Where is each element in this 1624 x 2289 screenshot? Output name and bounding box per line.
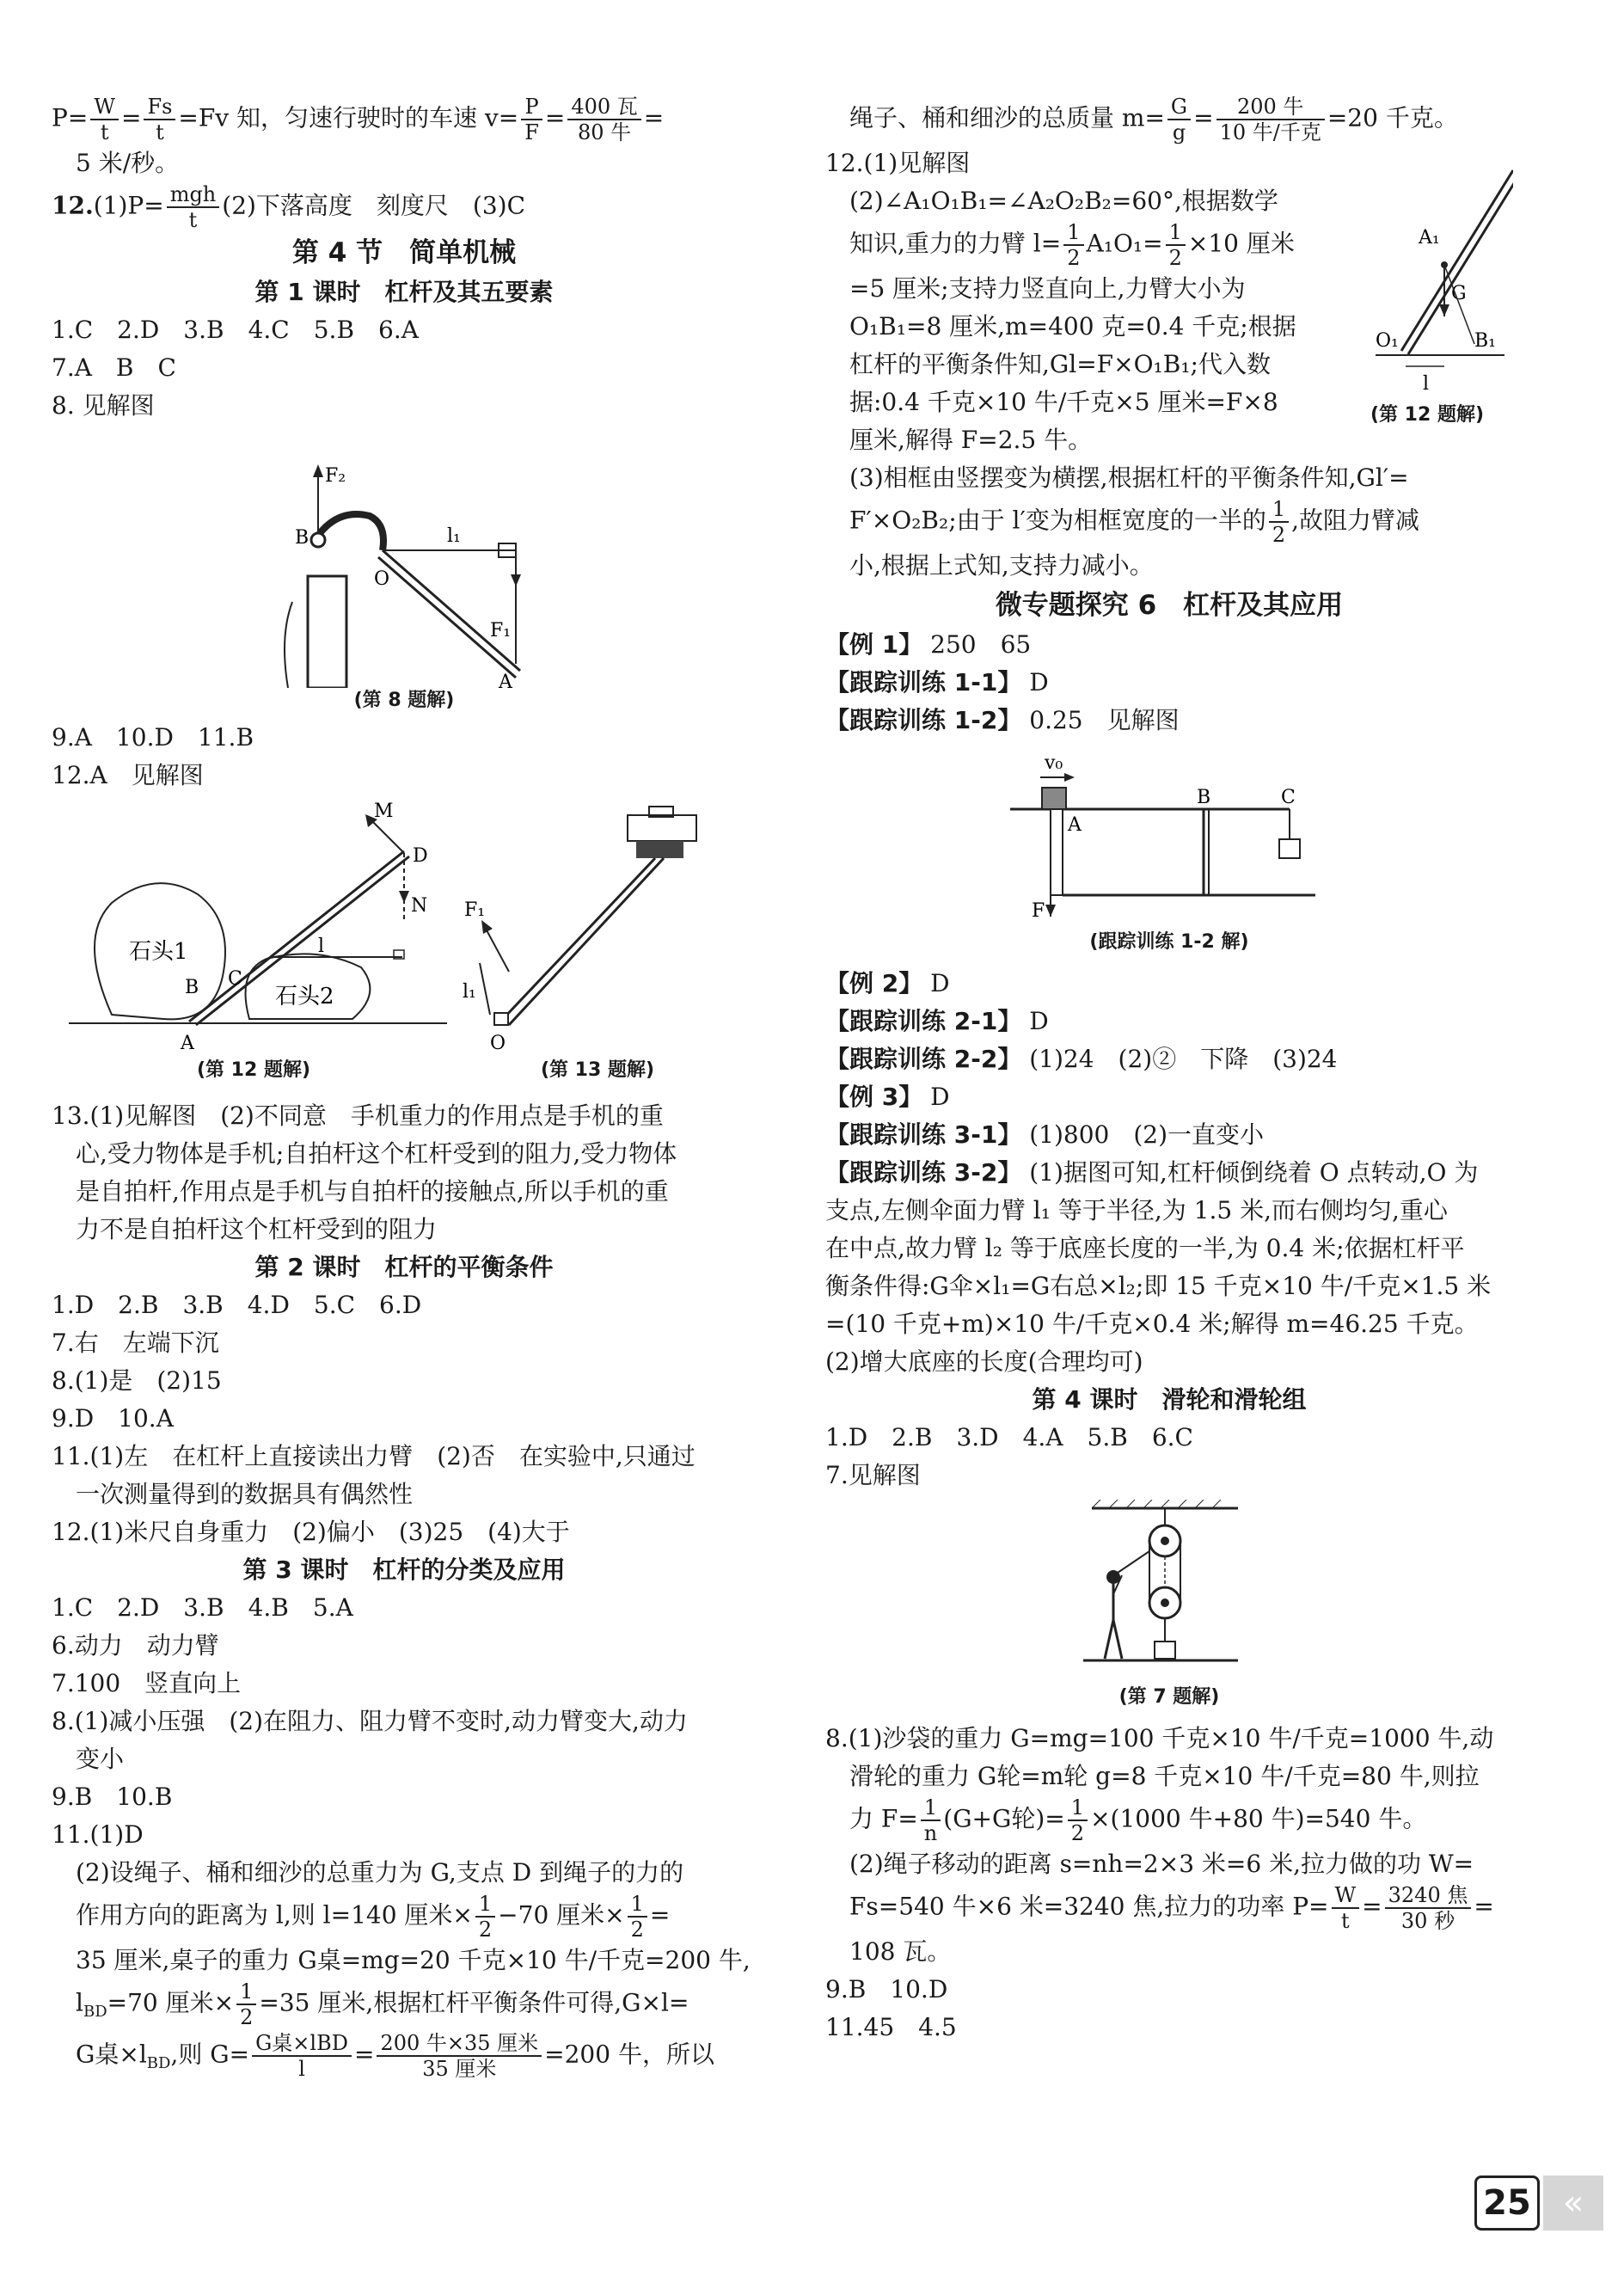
figure-q7 — [825, 1500, 1513, 1715]
training-1-1: 【跟踪训练 1-1】 D — [825, 668, 1049, 697]
training-3-2c: 在中点,故力臂 l₂ 等于底座长度的一半,为 0.4 米;依据杠杆平 — [825, 1234, 1465, 1262]
l2-answers-1-6: 1.D 2.B 3.B 4.D 5.C 6.D — [52, 1291, 422, 1319]
figure-t12-caption: (跟踪训练 1-2 解) — [1089, 931, 1249, 953]
q13-label-l1: l₁ — [463, 981, 476, 1003]
l2-answer-8: 8.(1)是 (2)15 — [52, 1366, 222, 1395]
l3-answer-11a: 11.(1)D — [52, 1820, 144, 1849]
r-answer-12f: 杠杆的平衡条件知,Gl=F×O₁B₁;代入数 — [849, 350, 1271, 378]
q13-label-f1: F₁ — [464, 899, 486, 921]
answer-8: 8. 见解图 — [52, 391, 155, 420]
l4-answer-8e: Fs=540 牛×6 米=3240 焦,拉力的功率 P= $\frac{W}{t}$ = 3240 焦 30 秒 = — [849, 1883, 1494, 1933]
t12-label-v0: v₀ — [1045, 752, 1063, 774]
l3-answer-6: 6.动力 动力臂 — [52, 1631, 219, 1660]
figure-q13-drawing — [456, 800, 739, 1058]
q12-label-n: N — [411, 895, 428, 917]
l4-answers-9-10: 9.B 10.D — [825, 1975, 948, 2004]
l2-answer-12: 12.(1)米尺自身重力 (2)偏小 (3)25 (4)大于 — [52, 1518, 570, 1546]
r-answer-12d: =5 厘米;支持力竖直向上,力臂大小为 — [849, 274, 1246, 303]
l2-answer-11-line1: 11.(1)左 在杠杆上直接读出力臂 (2)否 在实验中,只通过 — [52, 1442, 696, 1470]
power-line-1: P= $\frac{W}{t}$ = $\frac{Fs}{t}$ =Fv 知，匀速行驶时的车速 v= $\frac{P}{F}$ = 400 瓦 80 牛 = — [52, 95, 665, 144]
figure-q12 — [52, 800, 456, 1083]
q8-label-l1: l₁ — [447, 525, 461, 547]
r-answer-12h: 厘米,解得 F=2.5 牛。 — [849, 426, 1093, 454]
q12-label-b: B — [185, 977, 199, 998]
r-answer-12k: 小,根据上式知,支持力减小。 — [849, 551, 1154, 580]
power-line-2: 5 米/秒。 — [76, 149, 180, 177]
figure-r12-caption: (第 12 题解) — [1370, 404, 1485, 426]
q12-label-rock1: 石头1 — [129, 939, 188, 965]
q13-label-o: O — [490, 1033, 506, 1054]
mass-line: 绳子、桶和细沙的总质量 m= $\frac{G}{g}$ = 200 牛 10 牛/千克 =20 千克。 — [849, 95, 1458, 144]
r-answer-12b: (2)∠A₁O₁B₁=∠A₂O₂B₂=60°,根据数学 — [849, 187, 1278, 215]
figure-q8-caption: (第 8 题解) — [353, 690, 455, 711]
lesson-4-title: 第 4 课时 滑轮和滑轮组 — [1032, 1385, 1307, 1414]
q12-label-d: D — [413, 845, 428, 867]
l4-answer-11: 11.45 4.5 — [825, 2013, 957, 2041]
topic-title: 微专题探究 6 杠杆及其应用 — [995, 590, 1344, 621]
figure-q7-drawing — [825, 1500, 1513, 1685]
figure-r12 — [1341, 144, 1513, 428]
l3-answer-11f: G桌$\times l_{BD}$,则 G= G桌×lBD l = 200 牛×35 厘米 35 厘米 =200 牛，所以 — [76, 2031, 714, 2082]
chevron-left-icon: « — [1543, 2175, 1603, 2231]
figure-t12-drawing — [825, 745, 1513, 930]
l2-answer-7: 7.右 左端下沉 — [52, 1329, 219, 1357]
figure-q8 — [52, 430, 757, 714]
r12-label-o: O₁ — [1376, 330, 1399, 352]
section-title: 第 4 节 简单机械 — [291, 237, 517, 268]
answer-13-line1: 13.(1)见解图 (2)不同意 手机重力的作用点是手机的重 — [52, 1102, 664, 1130]
l3-answer-11b: (2)设绳子、桶和细沙的总重力为 G,支点 D 到绳子的力的 — [76, 1858, 684, 1887]
l3-answers-1-5: 1.C 2.D 3.B 4.B 5.A — [52, 1593, 353, 1622]
figure-q12-caption: (第 12 题解) — [196, 1059, 311, 1081]
figure-q8-drawing — [52, 430, 757, 688]
answer-13-line3: 是自拍杆,作用点是手机与自拍杆的接触点,所以手机的重 — [76, 1177, 669, 1206]
training-3-2d: 衡条件得:G伞×l₁=G右总×l₂;即 15 千克×10 牛/千克×1.5 米 — [825, 1272, 1492, 1300]
t12-label-f: F — [1032, 900, 1045, 922]
q8-label-a: A — [499, 672, 512, 688]
example-3: 【例 3】 D — [825, 1083, 950, 1111]
l2-answer-11-line2: 一次测量得到的数据具有偶然性 — [76, 1480, 414, 1508]
l4-answer-8b: 滑轮的重力 G轮=m轮 g=8 千克×10 牛/千克=80 牛,则拉 — [849, 1762, 1480, 1790]
answer-12-text — [825, 144, 1341, 459]
l3-answer-11c: 作用方向的距离为 l,则 l=140 厘米× $\frac{1}{2}$ −70 厘米× $\frac{1}{2}$ = — [76, 1892, 671, 1942]
figure-q13-caption: (第 13 题解) — [540, 1059, 655, 1081]
q12-label-c: C — [228, 968, 242, 990]
r12-label-g: G — [1451, 283, 1467, 304]
training-3-2a: 【跟踪训练 3-2】 (1)据图可知,杠杆倾倒绕着 O 点转动,O 为 — [825, 1158, 1479, 1187]
lesson-2-title: 第 2 课时 杠杆的平衡条件 — [254, 1253, 554, 1281]
l4-answer-8a: 8.(1)沙袋的重力 G=mg=100 千克×10 牛/千克=1000 牛,动 — [825, 1724, 1494, 1752]
answers-1-6: 1.C 2.D 3.B 4.C 5.B 6.A — [52, 316, 419, 344]
answer-13-line4: 力不是自拍杆这个杠杆受到的阻力 — [76, 1215, 438, 1243]
l3-answer-7: 7.100 竖直向上 — [52, 1669, 242, 1697]
l4-answer-8f: 108 瓦。 — [849, 1937, 952, 1966]
q8-label-f1: F₁ — [490, 620, 512, 641]
page-number: 25 — [1474, 2175, 1540, 2231]
l3-answer-8-line1: 8.(1)减小压强 (2)在阻力、阻力臂不变时,动力臂变大,动力 — [52, 1707, 688, 1735]
t12-label-a: A — [1068, 814, 1082, 836]
figures-q12-q13 — [52, 800, 757, 1092]
q8-label-b: B — [295, 527, 309, 549]
answer-12-block — [825, 144, 1513, 459]
answers-9-11: 9.A 10.D 11.B — [52, 723, 254, 752]
answer-13-line2: 心,受力物体是手机;自拍杆这个杠杆受到的阻力,受力物体 — [76, 1139, 677, 1168]
r-answer-12i: (3)相框由竖摆变为横摆,根据杠杆的平衡条件知,Gl′= — [849, 463, 1409, 492]
t12-label-b: B — [1197, 787, 1211, 808]
example-2: 【例 2】 D — [825, 969, 950, 997]
l3-answer-11e: $l_{BD}=70$ 厘米× $\frac{1}{2}$ =35 厘米,根据杠杆平衡条件可得,G×l= — [76, 1979, 689, 2029]
answer-7: 7.A B C — [52, 353, 176, 382]
r-answer-12a: 12.(1)见解图 — [825, 149, 971, 177]
l4-answers-1-6: 1.D 2.B 3.D 4.A 5.B 6.C — [825, 1423, 1193, 1451]
l4-answer-8c: 力 F= $\frac{1}{n}$ (G+G轮)= $\frac{1}{2}$ ×(1000 牛+80 牛)=540 牛。 — [849, 1795, 1427, 1845]
q12-label-rock2: 石头2 — [275, 984, 334, 1009]
q12-label-l: l — [318, 936, 325, 957]
right-column — [825, 95, 1513, 2047]
t12-label-c: C — [1281, 787, 1296, 808]
training-2-2: 【跟踪训练 2-2】 (1)24 (2)② 下降 (3)24 — [825, 1045, 1338, 1073]
training-3-2f: (2)增大底座的长度(合理均可) — [825, 1347, 1143, 1376]
r12-label-b: B₁ — [1474, 330, 1496, 352]
lesson-3-title: 第 3 课时 杠杆的分类及应用 — [242, 1556, 566, 1584]
l3-answer-8-line2: 变小 — [76, 1745, 125, 1773]
l4-answer-7: 7.见解图 — [825, 1461, 921, 1489]
example-1: 【例 1】 250 65 — [825, 630, 1032, 659]
figure-t12 — [825, 745, 1513, 960]
answer-12: 12.A 见解图 — [52, 761, 204, 789]
q8-label-f2: F₂ — [325, 465, 346, 487]
q8-label-o: O — [374, 568, 390, 590]
answer-12-power: 12.(1)P= mgh t (2)下落高度 刻度尺 (3)C — [52, 182, 526, 232]
r12-label-a: A₁ — [1419, 227, 1440, 249]
left-column — [52, 95, 757, 2083]
q12-label-a: A — [181, 1033, 194, 1054]
r-answer-12g: 据:0.4 千克×10 牛/千克×5 厘米=F×8 — [849, 388, 1278, 416]
training-2-1: 【跟踪训练 2-1】 D — [825, 1007, 1049, 1035]
training-3-2e: =(10 千克+m)×10 牛/千克×0.4 米;解得 m=46.25 千克。 — [825, 1310, 1479, 1338]
figure-q7-caption: (第 7 题解) — [1118, 1686, 1220, 1708]
l4-answer-8d: (2)绳子移动的距离 s=nh=2×3 米=6 米,拉力做的功 W= — [849, 1850, 1474, 1878]
figure-q12-drawing — [52, 800, 456, 1058]
figure-q13 — [456, 800, 739, 1083]
l3-answers-9-10: 9.B 10.B — [52, 1783, 173, 1811]
l2-answers-9-10: 9.D 10.A — [52, 1404, 174, 1433]
q12-label-m: M — [374, 801, 394, 822]
figure-r12-drawing — [1341, 144, 1513, 402]
r-answer-12j: F′×O₂B₂;由于 l′变为相框宽度的一半的 $\frac{1}{2}$ ,故阻力臂减 — [849, 497, 1420, 547]
r-answer-12c: 知识,重力的力臂 l= $\frac{1}{2}$ A₁O₁= $\frac{1}{2}$ ×10 厘米 — [849, 220, 1295, 270]
lesson-1-title: 第 1 课时 杠杆及其五要素 — [254, 278, 554, 306]
l3-answer-11d: 35 厘米,桌子的重力 G桌=mg=20 千克×10 牛/千克=200 牛, — [76, 1946, 751, 1974]
r-answer-12e: O₁B₁=8 厘米,m=400 克=0.4 千克;根据 — [849, 312, 1296, 341]
r12-label-l: l — [1423, 373, 1430, 395]
training-3-2b: 支点,左侧伞面力臂 l₁ 等于半径,为 1.5 米,而右侧均匀,重心 — [825, 1196, 1448, 1224]
training-3-1: 【跟踪训练 3-1】 (1)800 (2)一直变小 — [825, 1120, 1265, 1149]
training-1-2: 【跟踪训练 1-2】 0.25 见解图 — [825, 706, 1180, 734]
